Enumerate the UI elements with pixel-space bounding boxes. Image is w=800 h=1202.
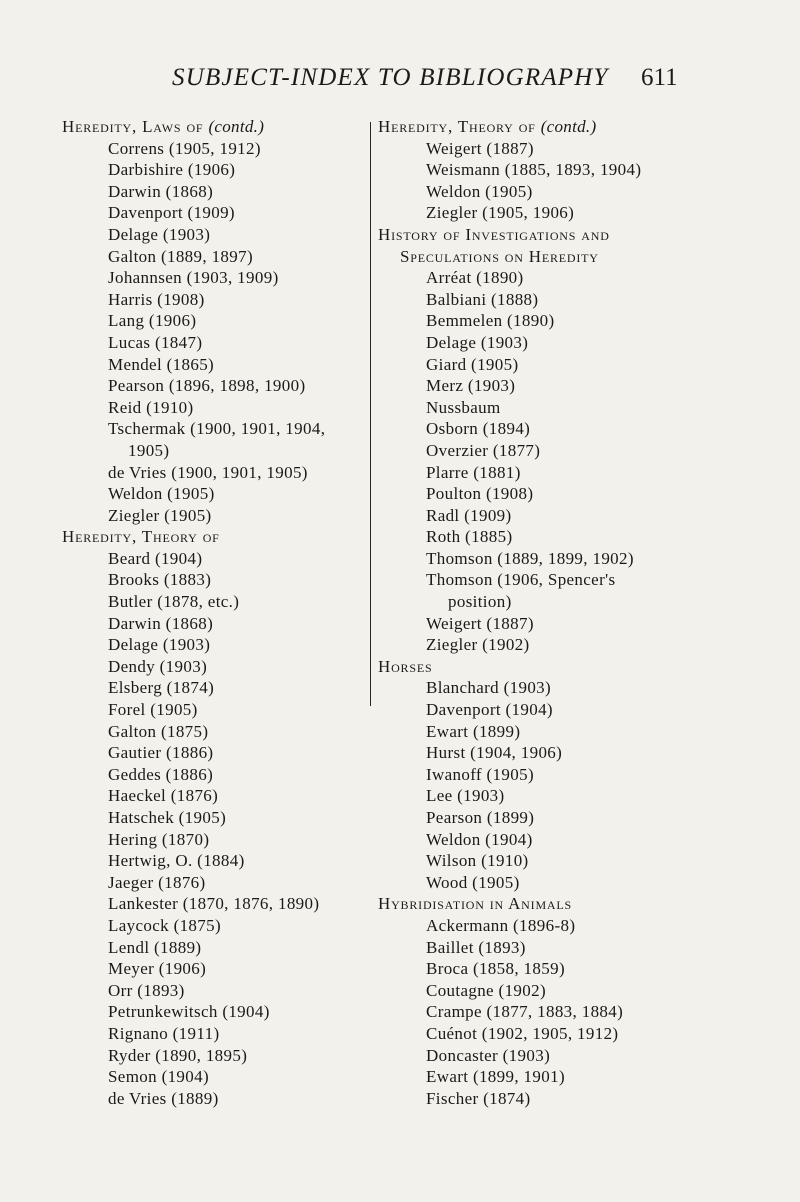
index-entry: Thomson (1889, 1899, 1902) (426, 548, 634, 568)
index-entry: Weigert (1887) (426, 613, 534, 633)
index-heading (62, 116, 372, 138)
index-entry: Mendel (1865) (108, 354, 215, 374)
index-entry: Coutagne (1902) (426, 980, 546, 1000)
index-entry: Dendy (1903) (108, 656, 208, 676)
index-entry: Correns (1905, 1912) (108, 138, 261, 158)
index-column-left (62, 116, 372, 1109)
index-entry: Nussbaum (426, 397, 501, 417)
index-entry: Weigert (1887) (426, 138, 534, 158)
heading-continued: (contd.) (540, 117, 597, 136)
index-entry: Wood (1905) (426, 872, 520, 892)
index-entry: Laycock (1875) (108, 915, 221, 935)
index-entry: Ewart (1899, 1901) (426, 1067, 565, 1087)
index-entry: Galton (1889, 1897) (108, 246, 253, 266)
index-entry: Arréat (1890) (426, 268, 524, 288)
index-entry: Delage (1903) (108, 224, 211, 244)
index-entry: de Vries (1889) (108, 1088, 219, 1108)
index-entry: Pearson (1896, 1898, 1900) (108, 376, 306, 396)
index-column-right (378, 116, 708, 1109)
heading-text: Horses (378, 656, 433, 676)
heading-text: Heredity, Laws of (62, 117, 204, 136)
index-entry: Lang (1906) (108, 311, 197, 331)
index-entry: Ewart (1899) (426, 721, 521, 741)
index-heading (378, 116, 708, 138)
index-entry: Lee (1903) (426, 786, 505, 806)
index-entry: Fischer (1874) (426, 1088, 531, 1108)
index-entry: Ziegler (1902) (426, 635, 530, 655)
index-entry: Poulton (1908) (426, 484, 534, 504)
index-entry: Doncaster (1903) (426, 1045, 551, 1065)
index-entry: Darwin (1868) (108, 613, 214, 633)
index-entry: Cuénot (1902, 1905, 1912) (426, 1023, 619, 1043)
index-entry-continuation: 1905) (128, 440, 170, 460)
index-entry: Plarre (1881) (426, 462, 521, 482)
heading-continued: (contd.) (208, 117, 265, 136)
index-entry: Semon (1904) (108, 1067, 209, 1087)
index-entry: Weldon (1904) (426, 829, 533, 849)
index-entry: de Vries (1900, 1901, 1905) (108, 462, 308, 482)
heading-text: Heredity, Theory of (378, 117, 536, 136)
index-entry: Davenport (1904) (426, 700, 553, 720)
index-entry: Roth (1885) (426, 527, 513, 547)
index-heading (378, 893, 708, 915)
index-entry: Orr (1893) (108, 980, 185, 1000)
index-entry: Osborn (1894) (426, 419, 531, 439)
index-entry: Pearson (1899) (426, 808, 535, 827)
heading-text: History of Investigations and (378, 224, 610, 244)
index-entry: Tschermak (1900, 1901, 1904, (108, 419, 326, 439)
index-entry: Weismann (1885, 1893, 1904) (426, 160, 642, 180)
index-entry: Jaeger (1876) (108, 872, 206, 892)
index-entry: Ackermann (1896-8) (426, 915, 576, 935)
index-entry: Ryder (1890, 1895) (108, 1045, 248, 1065)
index-heading (378, 246, 708, 268)
index-entry: Davenport (1909) (108, 203, 235, 223)
index-entry: Hering (1870) (108, 829, 210, 849)
index-heading (62, 526, 372, 548)
column-divider (370, 122, 371, 706)
index-entry: Wilson (1910) (426, 851, 529, 871)
index-entry: Butler (1878, etc.) (108, 592, 240, 612)
page-number: 611 (641, 64, 678, 91)
index-entry: Delage (1903) (426, 332, 529, 352)
index-entry: Ziegler (1905) (108, 505, 212, 525)
index-entry: Delage (1903) (108, 635, 211, 655)
index-entry: Geddes (1886) (108, 764, 214, 784)
index-entry: Beard (1904) (108, 548, 203, 568)
index-entry: Hertwig, O. (1884) (108, 851, 245, 871)
index-heading (378, 656, 708, 678)
index-entry: Overzier (1877) (426, 440, 541, 460)
running-title: SUBJECT-INDEX TO BIBLIOGRAPHY (172, 64, 609, 91)
index-entry: Harris (1908) (108, 289, 205, 309)
index-entry: Weldon (1905) (108, 484, 215, 504)
index-entry: Bemmelen (1890) (426, 311, 555, 331)
index-entry: Darbishire (1906) (108, 160, 236, 180)
index-entry: Crampe (1877, 1883, 1884) (426, 1002, 624, 1022)
index-entry: Broca (1858, 1859) (426, 959, 565, 979)
index-entry: Iwanoff (1905) (426, 764, 534, 784)
index-entry: Reid (1910) (108, 397, 194, 417)
heading-text: Speculations on Heredity (400, 246, 599, 266)
index-entry: Giard (1905) (426, 354, 519, 374)
index-entry: Johannsen (1903, 1909) (108, 268, 279, 288)
index-entry: Elsberg (1874) (108, 678, 215, 698)
running-head (0, 64, 800, 104)
index-entry: Merz (1903) (426, 376, 516, 396)
index-heading (378, 224, 708, 246)
index-entry: Hatschek (1905) (108, 808, 227, 827)
index-entry: Ziegler (1905, 1906) (426, 203, 575, 223)
index-entry-continuation: position) (448, 592, 512, 612)
index-entry: Baillet (1893) (426, 937, 526, 957)
index-entry: Rignano (1911) (108, 1023, 220, 1043)
index-entry: Hurst (1904, 1906) (426, 743, 563, 763)
index-entry: Thomson (1906, Spencer's (426, 570, 616, 590)
index-entry: Meyer (1906) (108, 959, 207, 979)
index-entry: Brooks (1883) (108, 570, 212, 590)
index-entry: Darwin (1868) (108, 181, 214, 201)
index-entry: Blanchard (1903) (426, 678, 552, 698)
index-entry: Forel (1905) (108, 700, 198, 720)
index-entry: Balbiani (1888) (426, 289, 539, 309)
heading-text: Hybridisation in Animals (378, 894, 572, 914)
heading-text: Heredity, Theory of (62, 527, 220, 547)
index-entry: Gautier (1886) (108, 743, 214, 763)
index-entry: Lucas (1847) (108, 332, 203, 352)
index-entry: Galton (1875) (108, 721, 209, 741)
index-entry: Haeckel (1876) (108, 786, 219, 806)
index-entry: Lendl (1889) (108, 937, 202, 957)
index-entry: Radl (1909) (426, 505, 512, 525)
index-entry: Weldon (1905) (426, 181, 533, 201)
index-entry: Petrunkewitsch (1904) (108, 1002, 270, 1022)
index-entry: Lankester (1870, 1876, 1890) (108, 894, 320, 914)
